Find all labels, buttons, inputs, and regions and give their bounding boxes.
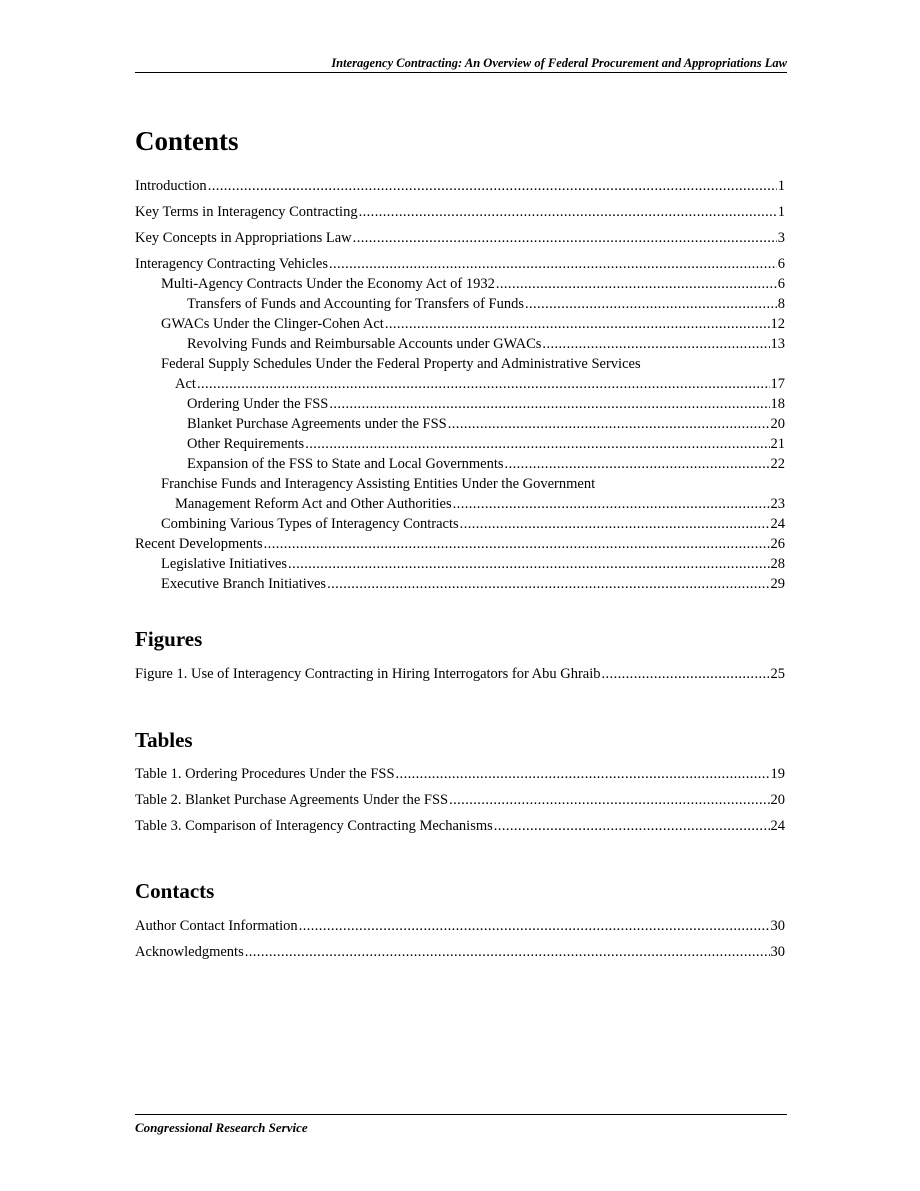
figure-entry[interactable]: Figure 1. Use of Interagency Contracting in Hiring Interrogators for Abu Ghraib ..... 25 <box>135 664 785 684</box>
toc-entry[interactable]: Transfers of Funds and Accounting for Transfers of Funds ..... 8 <box>135 294 785 314</box>
toc-entry[interactable]: Expansion of the FSS to State and Local Governments ..... 22 <box>135 454 785 474</box>
contact-entry[interactable]: Author Contact Information ..... 30 <box>135 916 785 936</box>
table-entry[interactable]: Table 1. Ordering Procedures Under the FSS ..... 19 <box>135 764 785 784</box>
contacts-list <box>135 916 785 962</box>
figures-title: Figures <box>135 627 203 651</box>
toc-entry[interactable]: Key Terms in Interagency Contracting ..... 1 <box>135 202 785 222</box>
footer-rule <box>135 1114 787 1115</box>
contents-title: Contents <box>135 126 239 156</box>
tables-title: Tables <box>135 728 193 752</box>
toc-entry[interactable]: Franchise Funds and Interagency Assisting Entities Under the Government Management Reform Act and Other Authorities ..... 23 <box>135 474 785 514</box>
running-header: Interagency Contracting: An Overview of Federal Procurement and Appropriations Law <box>331 56 787 70</box>
toc-entry[interactable]: Blanket Purchase Agreements under the FSS ..... 20 <box>135 414 785 434</box>
toc-entry[interactable]: Combining Various Types of Interagency Contracts ..... 24 <box>135 514 785 534</box>
tables-list <box>135 764 785 836</box>
toc-entry[interactable]: GWACs Under the Clinger-Cohen Act ..... 12 <box>135 314 785 334</box>
figures-list <box>135 664 785 684</box>
contacts-title: Contacts <box>135 879 215 903</box>
toc-entry[interactable]: Federal Supply Schedules Under the Federal Property and Administrative Services Act ..... 17 <box>135 354 785 394</box>
table-entry[interactable]: Table 2. Blanket Purchase Agreements Under the FSS ..... 20 <box>135 790 785 810</box>
toc-entry[interactable]: Multi-Agency Contracts Under the Economy Act of 1932 ..... 6 <box>135 274 785 294</box>
toc-entry[interactable]: Interagency Contracting Vehicles ..... 6 <box>135 254 785 274</box>
contents-list <box>135 176 785 594</box>
toc-entry[interactable]: Other Requirements ..... 21 <box>135 434 785 454</box>
table-entry[interactable]: Table 3. Comparison of Interagency Contracting Mechanisms ..... 24 <box>135 816 785 836</box>
contact-entry[interactable]: Acknowledgments ..... 30 <box>135 942 785 962</box>
toc-entry[interactable]: Ordering Under the FSS ..... 18 <box>135 394 785 414</box>
toc-entry[interactable]: Revolving Funds and Reimbursable Accounts under GWACs ..... 13 <box>135 334 785 354</box>
toc-entry[interactable]: Introduction ..... 1 <box>135 176 785 196</box>
toc-entry[interactable]: Legislative Initiatives ..... 28 <box>135 554 785 574</box>
toc-entry[interactable]: Executive Branch Initiatives ..... 29 <box>135 574 785 594</box>
header-rule <box>135 72 787 73</box>
running-footer: Congressional Research Service <box>135 1120 308 1135</box>
toc-entry[interactable]: Key Concepts in Appropriations Law ..... 3 <box>135 228 785 248</box>
toc-entry[interactable]: Recent Developments ..... 26 <box>135 534 785 554</box>
